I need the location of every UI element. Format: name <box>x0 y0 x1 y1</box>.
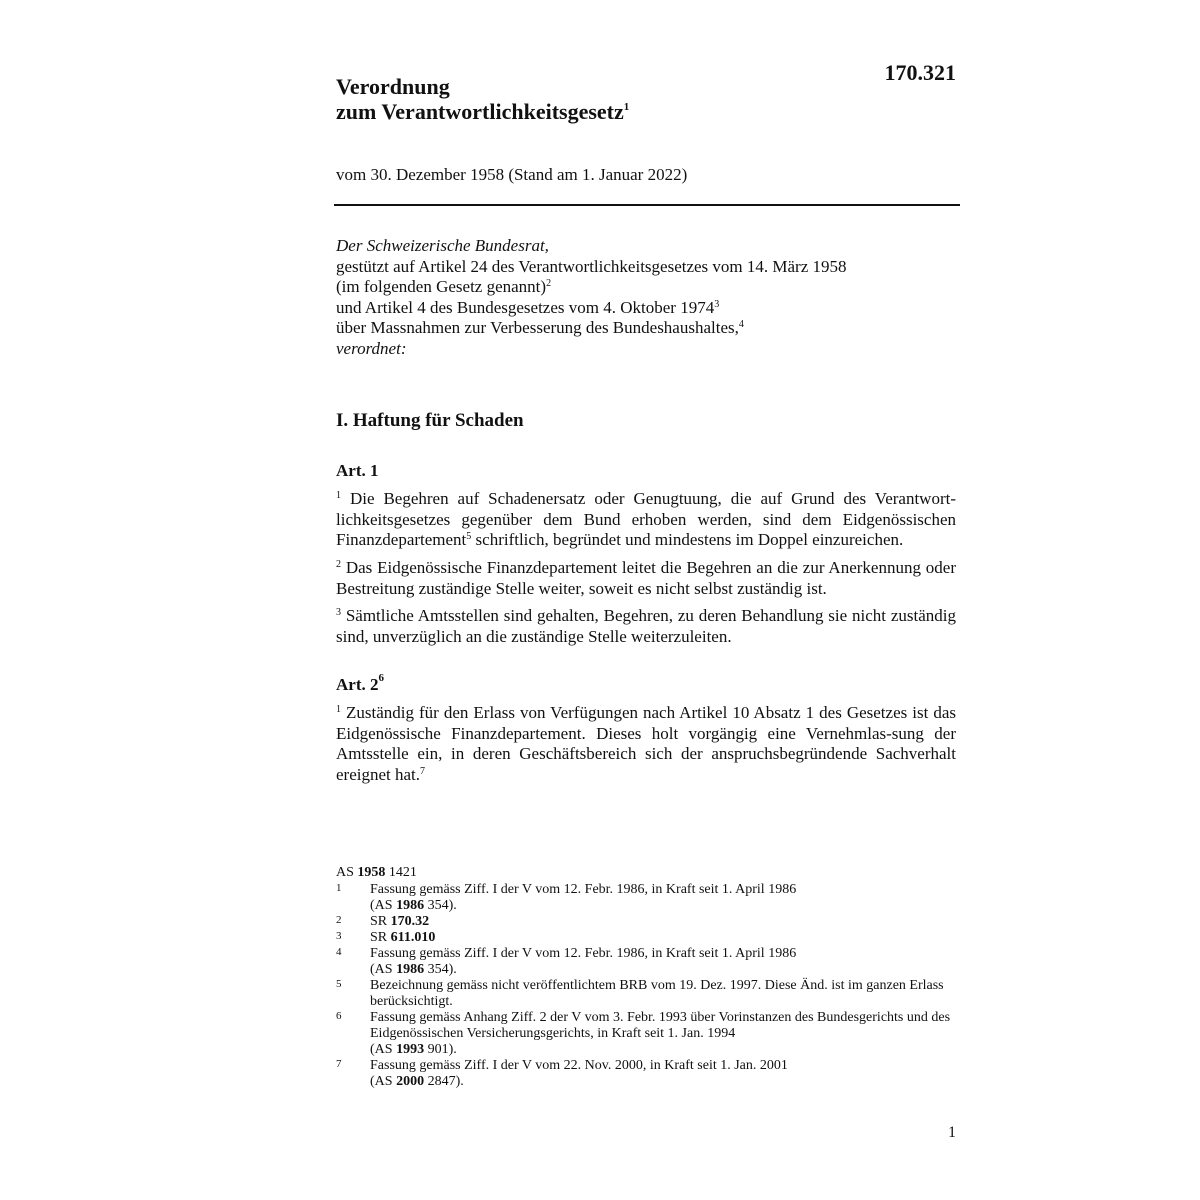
footnote-item: 6 Fassung gemäss Anhang Ziff. 2 der V vom 3. Febr. 1993 über Vorinstanzen des Bundesgerichts und des Eidgenössischen Versicherungsgerichts, in Kraft seit 1. Jan. 1994 (AS 1993 901). <box>336 1010 951 1057</box>
document-title <box>336 74 629 124</box>
sr-number: 170.321 <box>884 60 956 85</box>
footnote-item: 2 SR 170.32 <box>336 914 430 929</box>
footnote-ref-3[interactable]: 3 <box>714 298 720 310</box>
footnote-ref-4[interactable]: 4 <box>738 319 744 330</box>
preamble-closing: verordnet: <box>336 338 407 358</box>
preamble-issuer: Der Schweizerische Bundesrat, <box>336 236 549 255</box>
article-2-paragraph-1: $^1$ Zuständig für den Erlass von Verfügungen nach Artikel 10 Absatz 1 des Gesetzes ist das Eidgenössische Finanzdepartement. Dieses holt vorgängig eine Vernehmlas-sung der Amtsstelle ein, in deren Geschäftsbereich sich der anspruchsbegründende Sachverhalt ereignet hat.$^7$ <box>336 703 956 784</box>
title-line-2: zum Verantwortlichkeitsgesetz$^1$ <box>336 99 630 124</box>
article-1-paragraph-3: $^3$ Sämtliche Amtsstellen sind gehalten, Begehren, zu deren Behandlung sie nicht zuständig sind, unverzüglich an die zuständige Stelle weiterzuleiten. <box>336 606 956 646</box>
page-number: 1 <box>948 1124 956 1141</box>
footnote-item: 5 Bezeichnung gemäss nicht veröffentlichtem BRB vom 19. Dez. 1997. Diese Änd. ist im ganzen Erlass berücksichtigt. <box>336 978 944 1009</box>
sr-link[interactable]: 611.010 <box>390 930 436 945</box>
preamble-line: gestützt auf Artikel 24 des Verantwortlichkeitsgesetzes vom 14. März 1958 <box>336 256 847 276</box>
as-reference: AS 1958 1421 <box>336 865 417 880</box>
title-line-1: Verordnung <box>336 74 450 99</box>
footnote-item: 7 Fassung gemäss Ziff. I der V vom 22. Nov. 2000, in Kraft seit 1. Jan. 2001 (AS 2000 2847). <box>336 1058 788 1089</box>
section-heading: I. Haftung für Schaden <box>336 410 524 431</box>
footnote-item: 1 Fassung gemäss Ziff. I der V vom 12. Febr. 1986, in Kraft seit 1. April 1986 (AS 1986 354). <box>336 882 797 913</box>
article-1-paragraph-1: $^1$ Die Begehren auf Schadenersatz oder Genugtuung, die auf Grund des Verantwort-lichkeitsgesetzes gegenüber dem Bund erhoben werden, sind dem Eidgenössischen Finanzdepartement$^5$ schriftlich, begründet und mindestens im Doppel einzureichen. <box>336 489 956 549</box>
article-1-paragraph-2: $^2$ Das Eidgenössische Finanzdepartement leitet die Begehren an die zur Anerkennung oder Bestreitung zuständige Stelle weiter, soweit es nicht selbst zuständig ist. <box>336 558 956 598</box>
footnote-ref-7[interactable]: 7 <box>420 765 426 777</box>
footnote-ref-5[interactable]: 5 <box>466 531 472 542</box>
footnote-ref-6[interactable]: 6 <box>378 672 384 684</box>
footnote-ref-1[interactable]: 1 <box>623 101 630 113</box>
footnote-item: 4 Fassung gemäss Ziff. I der V vom 12. Febr. 1986, in Kraft seit 1. April 1986 (AS 1986 354). <box>336 946 797 977</box>
preamble <box>336 236 956 359</box>
footnote-item: 3 SR 611.010 <box>336 930 436 945</box>
preamble-line: über Massnahmen zur Verbesserung des Bundeshaushaltes,$^4$ <box>336 318 744 337</box>
header-divider <box>334 204 960 206</box>
article-1-heading: Art. 1 <box>336 461 379 480</box>
footnote-ref-2[interactable]: 2 <box>546 278 552 289</box>
sr-link[interactable]: 170.32 <box>390 914 430 929</box>
footnotes <box>336 865 956 1090</box>
date-line: vom 30. Dezember 1958 (Stand am 1. Januar 2022) <box>336 165 688 184</box>
preamble-line: und Artikel 4 des Bundesgesetzes vom 4. Oktober 1974$^3$ <box>336 297 720 317</box>
article-2-heading: Art. $2^6$ <box>336 672 384 694</box>
preamble-line: (im folgenden Gesetz genannt)$^2$ <box>336 277 552 296</box>
